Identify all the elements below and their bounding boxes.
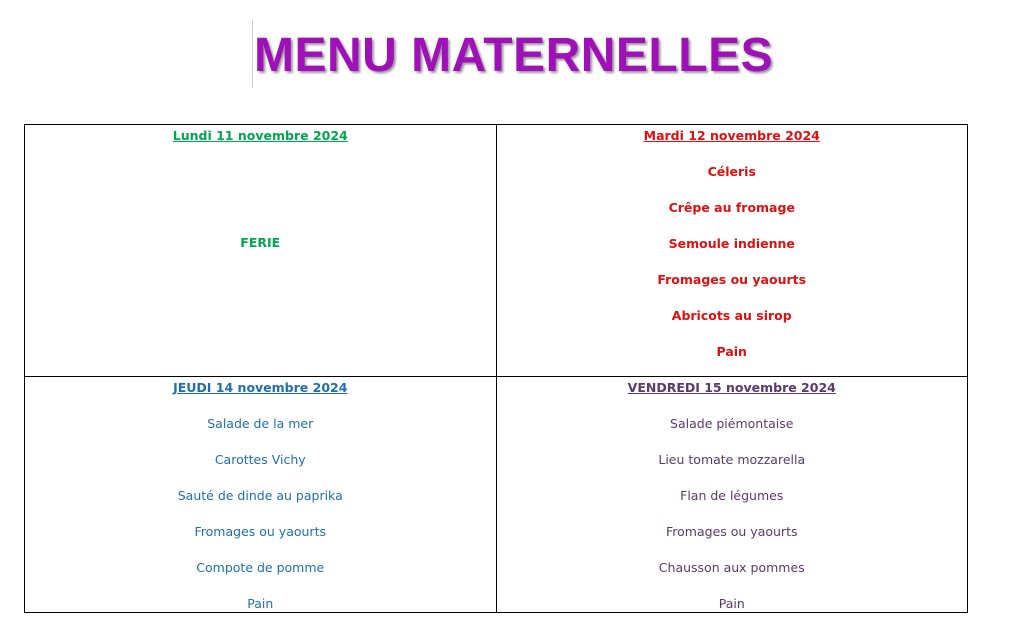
dish-item: Sauté de dinde au paprika <box>177 488 343 503</box>
dish-item: Salade de la mer <box>207 416 314 431</box>
tuesday-heading: Mardi 12 novembre 2024 <box>643 128 820 143</box>
dish-item: Fromages ou yaourts <box>657 272 807 287</box>
friday-dish-list <box>497 416 968 612</box>
dish-item: Abricots au sirop <box>671 308 792 323</box>
dish-item: Salade piémontaise <box>670 416 794 431</box>
dish-item: Pain <box>247 596 274 611</box>
dish-item: Carottes Vichy <box>214 452 306 467</box>
tuesday-dish-list <box>497 164 968 360</box>
dish-item: Compote de pomme <box>196 560 325 575</box>
menu-table <box>24 124 968 613</box>
dish-item: Pain <box>716 344 747 359</box>
thursday-cell <box>25 377 497 613</box>
dish-item: Céleris <box>707 164 756 179</box>
dish-item: Lieu tomate mozzarella <box>658 452 806 467</box>
thursday-heading: JEUDI 14 novembre 2024 <box>173 380 348 395</box>
dish-item: Fromages ou yaourts <box>194 524 326 539</box>
monday-heading: Lundi 11 novembre 2024 <box>172 128 348 143</box>
thursday-dish-list <box>25 416 496 612</box>
dish-item: Chausson aux pommes <box>658 560 805 575</box>
friday-cell <box>496 377 968 613</box>
dish-item: Fromages ou yaourts <box>666 524 798 539</box>
dish-item: Pain <box>718 596 745 611</box>
dish-item: Crêpe au fromage <box>668 200 795 215</box>
dish-item: Flan de légumes <box>680 488 784 503</box>
monday-holiday-note: FERIE <box>240 235 281 250</box>
dish-item: Semoule indienne <box>668 236 795 251</box>
text-cursor-line <box>252 20 253 88</box>
monday-cell <box>25 125 497 377</box>
friday-heading: VENDREDI 15 novembre 2024 <box>627 380 836 395</box>
page-title: MENU MATERNELLES <box>254 29 774 82</box>
tuesday-cell <box>496 125 968 377</box>
